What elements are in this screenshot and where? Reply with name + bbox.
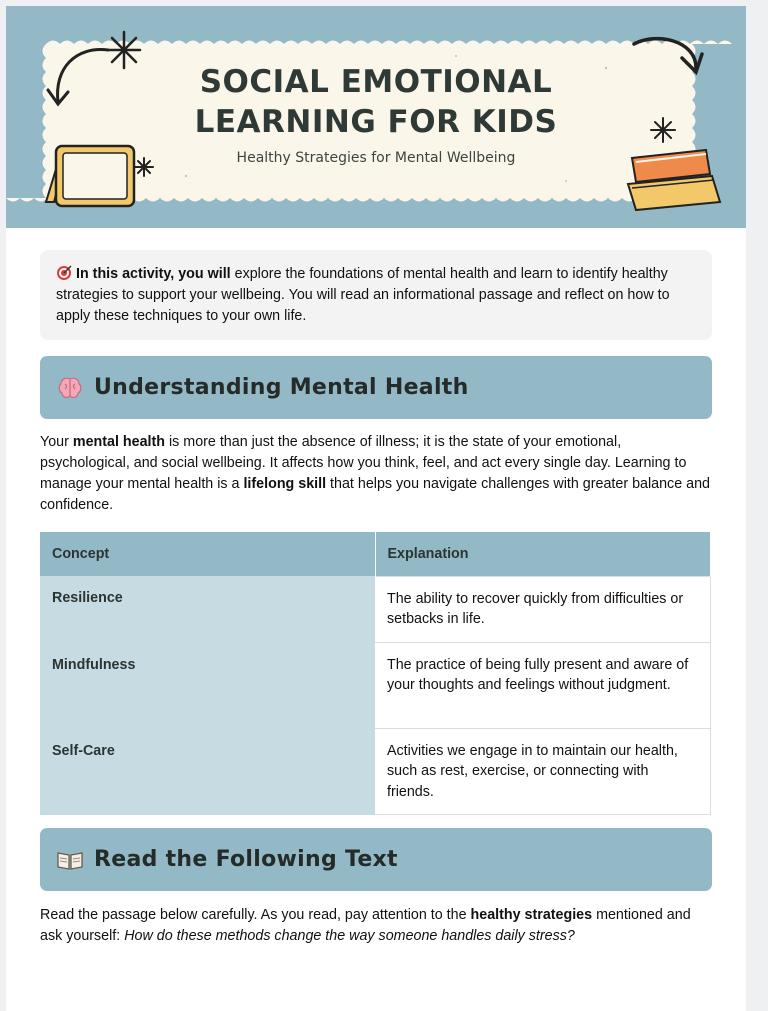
table-row (40, 576, 711, 642)
table-row (40, 728, 711, 815)
concept-cell: Resilience (40, 576, 375, 642)
brain-icon (56, 374, 84, 402)
target-icon (56, 265, 72, 281)
intro-lead: In this activity, you will (76, 266, 231, 282)
concept-cell: Self-Care (40, 728, 375, 815)
concept-cell: Mindfulness (40, 642, 375, 728)
reading-instructions-paragraph (40, 905, 712, 947)
sparkle-right-icon (651, 118, 675, 142)
activity-intro-box (40, 250, 712, 340)
tablet-icon (46, 146, 134, 206)
paragraph-text: Read the passage below carefully. As you read, pay attention to the (40, 907, 471, 923)
paragraph-bold-term: healthy strategies (470, 907, 593, 923)
paragraph-text: is more than just the absence of illness; it is the state of your emotional, psychological, and social wellbeing. It affects how you think, feel, and act every single day. Learning to manage your mental health is a (40, 434, 687, 492)
reflection-question: How do these methods change the way someone handles daily stress? (124, 928, 575, 944)
paragraph-bold-term: lifelong skill (243, 476, 327, 492)
section-title: Understanding Mental Health (94, 375, 469, 400)
table-row (40, 642, 711, 728)
worksheet-page (6, 6, 746, 1011)
paragraph-text: Your (40, 434, 73, 450)
paragraph-text: that helps you navigate challenges with greater balance and confidence. (40, 476, 710, 513)
column-header-explanation: Explanation (375, 532, 711, 576)
mental-health-paragraph (40, 432, 712, 516)
concepts-table (40, 532, 711, 815)
page-title (136, 62, 616, 142)
explanation-cell: The ability to recover quickly from difficulties or setbacks in life. (375, 576, 711, 642)
section-title: Read the Following Text (94, 847, 398, 872)
table-header-row (40, 532, 711, 576)
header-banner (6, 6, 746, 228)
open-book-icon (56, 846, 84, 874)
explanation-cell: The practice of being fully present and aware of your thoughts and feelings without judgment. (375, 642, 711, 728)
explanation-cell: Activities we engage in to maintain our health, such as rest, exercise, or connecting with friends. (375, 728, 711, 815)
title-line-1: SOCIAL EMOTIONAL (199, 64, 553, 100)
section-header-reading (40, 828, 712, 891)
intro-text: explore the foundations of mental health and learn to identify healthy strategies to support your wellbeing. You will read an informational passage and reflect on how to apply these techniques to your own life. (56, 266, 670, 324)
page-subtitle: Healthy Strategies for Mental Wellbeing (236, 150, 516, 166)
books-icon (628, 150, 720, 210)
paragraph-bold-term: mental health (72, 434, 166, 450)
column-header-concept: Concept (40, 532, 375, 576)
title-line-2: LEARNING FOR KIDS (194, 104, 558, 140)
section-header-understanding (40, 356, 712, 419)
paragraph-text: mentioned and ask yourself: (40, 907, 691, 944)
